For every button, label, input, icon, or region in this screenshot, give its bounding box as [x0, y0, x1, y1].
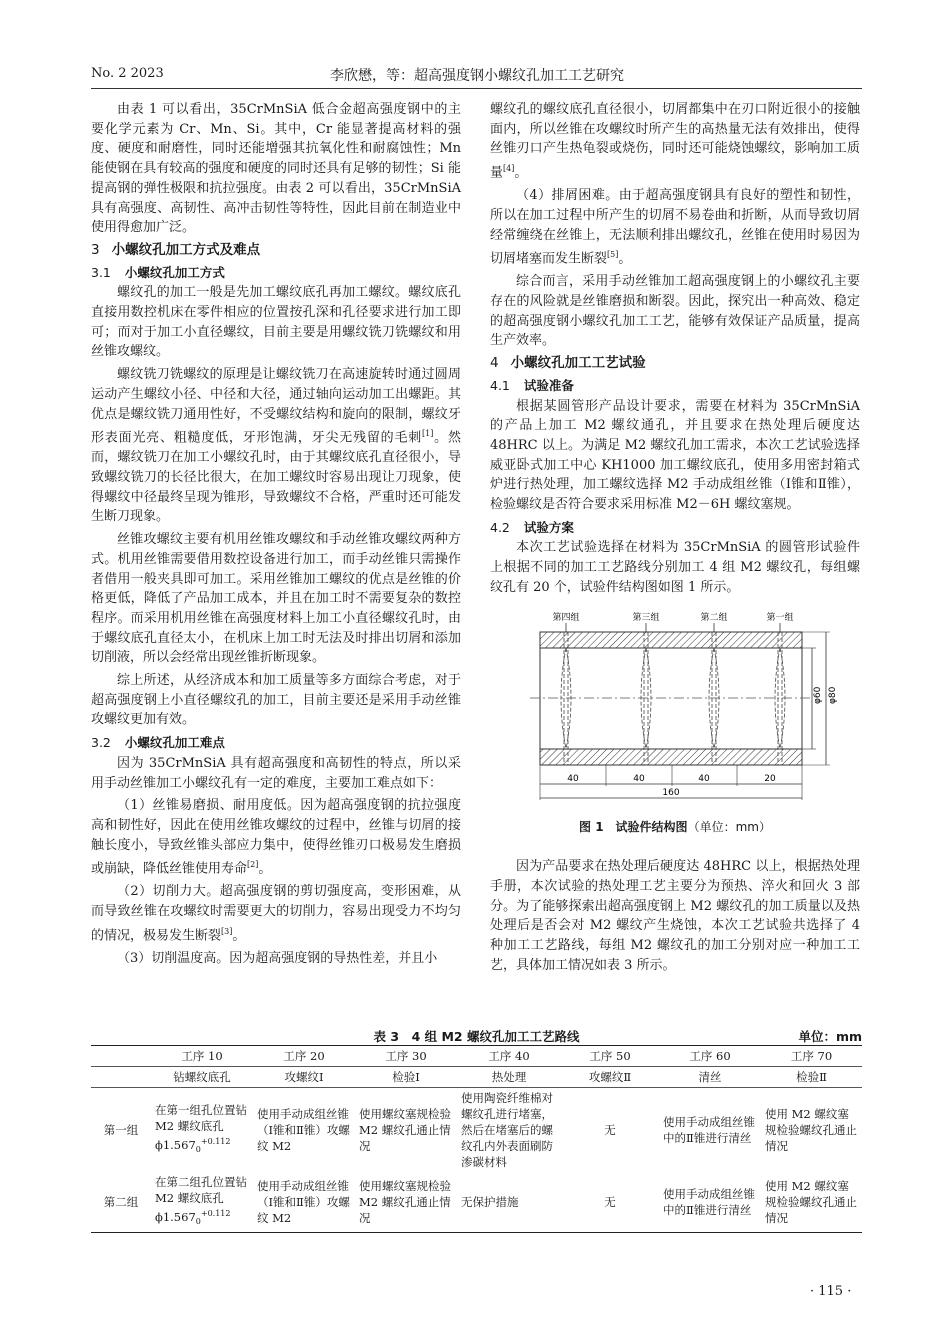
- dim-40-a: 40: [567, 773, 579, 784]
- paragraph: （3）切削温度高。因为超高强度钢的导热性差，并且小: [117, 950, 438, 966]
- group-label-1: 第一组: [766, 612, 794, 623]
- section-4-1-heading: 4.1 试验准备: [490, 377, 574, 393]
- left-column: [91, 100, 461, 972]
- citation[interactable]: [5]: [607, 250, 619, 260]
- paragraph: 因为产品要求在热处理后硬度达 48HRC 以上，根据热处理手册，本次试验的热处理工艺主要分为预热、淬火和回火 3 部分。为了能够探索出超高强度钢上 M2 螺纹孔的加工质量以及热处理后是否会对 M2 螺纹产生烧蚀，本次工艺试验共选择了 4 种加工工艺路线，每组 M2 螺纹孔的加工分别对应一种加工工艺，具体加工情况如表 3 所示。: [490, 859, 860, 973]
- table-header-cell: 工序 30: [355, 1046, 457, 1067]
- table-cell: 使用 M2 螺纹塞规检验螺纹孔通止情况: [761, 1172, 862, 1233]
- dim-40-c: 40: [698, 773, 710, 784]
- dim-20: 20: [764, 773, 776, 784]
- table-header-cell: 检验Ⅱ: [761, 1067, 862, 1088]
- paragraph: 综合而言，采用手动丝锥加工超高强度钢上的小螺纹孔主要存在的风险就是丝锥磨损和断裂。因此，探究出一种高效、稳定的超高强度钢小螺纹孔加工工艺，能够有效保证产品质量，提高生产效率。: [490, 274, 860, 349]
- table-header-row: [91, 1046, 862, 1067]
- table-header-cell: 热处理: [457, 1067, 561, 1088]
- header-rule: [91, 88, 862, 89]
- table-header-cell: 工序 10: [151, 1046, 253, 1067]
- outer-diameter-label: φ80: [828, 686, 838, 704]
- table-cell: 使用陶瓷纤维棉对螺纹孔进行堵塞，然后在堵塞后的螺纹孔内外表面刷防渗碳材料: [461, 1091, 553, 1169]
- table-cell: 在第二组孔位置钻 M2 螺纹底孔 $\phi 1.567_0^{+0.112}$: [151, 1172, 253, 1233]
- table-header-cell: [91, 1046, 151, 1067]
- table-header-cell: 工序 70: [761, 1046, 862, 1067]
- paragraph: 综上所述，从经济成本和加工质量等多方面综合考虑，对于超高强度钢上小直径螺纹孔的加工，目前主要还是采用手动丝锥攻螺纹更加有效。: [91, 673, 461, 728]
- group-label-3: 第三组: [632, 612, 660, 623]
- table-header-cell: 工序 20: [253, 1046, 355, 1067]
- table-3-title: 表 3 4 组 M2 螺纹孔加工工艺路线: [373, 1029, 580, 1044]
- table-header-cell: [91, 1067, 151, 1088]
- paragraph: 丝锥攻螺纹主要有机用丝锥攻螺纹和手动丝锥攻螺纹两种方式。机用丝锥需要借用数控设备进行加工，而手动丝锥只需操作者借用一般夹具即可加工。采用丝锥加工螺纹的优点是丝锥的价格更低，降低了产品加工成本，并且在加工时不需要复杂的数控程序。而采用机用丝锥在高强度材料上加工小直径螺纹孔时，由于螺纹底孔直径太小，在机床上加工时无法及时排出切屑和添加切削液，所以会经常出现丝锥折断现象。: [91, 532, 461, 666]
- table-header-cell: 工序 60: [659, 1046, 761, 1067]
- paragraph: 根据某圆管形产品设计要求，需要在材料为 35CrMnSiA 的产品上加工 M2 螺纹通孔，并且要求在热处理后硬度达 48HRC 以上。为满足 M2 螺纹孔加工需求，本次工艺试验选择威亚卧式加工中心 KH1000 加工螺纹底孔，使用多用密封箱式炉进行热处理，加工螺纹选择 M2 手动成组丝锥（Ⅰ锥和Ⅱ锥），检验螺纹是否符合要求采用标准 M2－6H 螺纹塞规。: [490, 398, 860, 513]
- table-cell: 使用螺纹塞规检验 M2 螺纹孔通止情况: [355, 1172, 457, 1233]
- page-number: · 115 ·: [810, 1284, 852, 1299]
- paragraph: （4）排屑困难。由于超高强度钢具有良好的塑性和韧性，所以在加工过程中所产生的切屑不易卷曲和折断，从而导致切屑经常缠绕在丝锥上，无法顺利排出螺纹孔，丝锥在使用时易因为切屑堵塞而发生断裂[5]。: [490, 188, 860, 267]
- citation[interactable]: [4]: [503, 164, 515, 174]
- table-header-cell: 检验Ⅰ: [355, 1067, 457, 1088]
- running-title: 李欣懋，等：超高强度钢小螺纹孔加工工艺研究: [330, 68, 624, 84]
- section-4-heading: 4 小螺纹孔加工工艺试验: [490, 355, 646, 372]
- table-header-cell: 清丝: [659, 1067, 761, 1088]
- table-cell: 无: [561, 1172, 659, 1233]
- table-cell: 在第一组孔位置钻 M2 螺纹底孔 $\phi 1.567_0^{+0.112}$: [155, 1102, 247, 1155]
- table-header-cell: 工序 40: [457, 1046, 561, 1067]
- row-header: 第二组: [91, 1172, 151, 1233]
- table-row: [91, 1172, 862, 1233]
- section-3-heading: 3 小螺纹孔加工方式及难点: [91, 241, 261, 258]
- table-cell: 使用 M2 螺纹塞规检验螺纹孔通止情况: [765, 1107, 857, 1153]
- paragraph: 因为 35CrMnSiA 具有超高强度和高韧性的特点，所以采用手动丝锥加工小螺纹孔有一定的难度，主要加工难点如下：: [91, 755, 461, 791]
- dim-total: 160: [662, 787, 680, 798]
- dim-40-b: 40: [633, 773, 645, 784]
- row-header: 第一组: [103, 1123, 139, 1137]
- paragraph: 本次工艺试验选择在材料为 35CrMnSiA 的圆管形试验件上根据不同的加工工艺路线分别加工 4 组 M2 螺纹孔，每组螺纹孔有 20 个，试验件结构图如图 1 所示。: [490, 540, 860, 595]
- table-cell: 使用手动成组丝锥（Ⅰ锥和Ⅱ锥）攻螺纹 M2: [257, 1107, 350, 1153]
- citation[interactable]: [2]: [247, 860, 259, 870]
- table-header-cell: 工序 50: [561, 1046, 659, 1067]
- group-label-4: 第四组: [552, 612, 580, 623]
- table-3: [91, 1045, 862, 1233]
- paragraph: 螺纹孔的螺纹底孔直径很小，切屑都集中在刃口附近很小的接触面内，所以丝锥在攻螺纹时所产生的高热量无法有效排出，使得丝锥刃口产生热龟裂或烧伤，同时还可能烧蚀螺纹，影响加工质量[4]。: [490, 102, 860, 181]
- table-cell: 无: [604, 1123, 616, 1137]
- table-cell: 无保护措施: [457, 1172, 561, 1233]
- table-3-unit: 单位：mm: [798, 1029, 862, 1044]
- table-header-cell: 攻螺纹Ⅱ: [561, 1067, 659, 1088]
- table-row: [91, 1088, 862, 1173]
- figure-1-drawing: [490, 604, 860, 814]
- figure-1-caption: 图 1 试验件结构图（单位：mm）: [579, 819, 771, 834]
- paragraph: 由表 1 可以看出，35CrMnSiA 低合金超高强度钢中的主要化学元素为 Cr、Mn、Si。其中，Cr 能显著提高材料的强度、硬度和耐磨性，同时还能增强其抗氧化性和耐腐蚀性；Mn 能使钢在具有较高的强度和硬度的同时还具有足够的韧性；Si 能提高钢的弹性极限和抗拉强度。由表 2 可以看出，35CrMnSiA 具有高强度、高韧性、高冲击韧性等特性，因此目前在制造业中使用得愈加广泛。: [91, 102, 461, 236]
- table-header-cell: 攻螺纹Ⅰ: [253, 1067, 355, 1088]
- group-label-2: 第二组: [700, 612, 728, 623]
- section-3-2-heading: 3.2 小螺纹孔加工难点: [91, 735, 225, 751]
- paragraph: 螺纹铣刀铣螺纹的原理是让螺纹铣刀在高速旋转时通过圆周运动产生螺纹小径、中径和大径，通过轴向运动加工出螺距。其优点是螺纹铣刀通用性好，不受螺纹结构和旋向的限制，螺纹牙形表面光亮、粗糙度低，牙形饱满，牙尖无残留的毛刺[1]。然而，螺纹铣刀在加工小螺纹孔时，由于其螺纹底孔直径很小，导致螺纹铣刀的长径比很大，在加工螺纹时容易出现让刀现象，使得螺纹中径最终呈现为锥形，导致螺纹不合格，严重时还可能发生断刀现象。: [91, 367, 461, 525]
- paragraph: 螺纹孔的加工一般是先加工螺纹底孔再加工螺纹。螺纹底孔直接用数控机床在零件相应的位置按孔深和孔径要求进行加工即可；而对于加工小直径螺纹，目前主要是用螺纹铣刀铣螺纹和用丝锥攻螺纹。: [91, 285, 461, 360]
- inner-diameter-label: φ60: [813, 686, 823, 704]
- test-piece-diagram: [490, 604, 860, 814]
- journal-issue: No. 2 2023: [91, 66, 164, 81]
- table-cell: 使用手动成组丝锥中的Ⅱ锥进行清丝: [663, 1115, 755, 1145]
- table-cell: 使用螺纹塞规检验 M2 螺纹孔通止情况: [359, 1107, 451, 1153]
- table-subheader-row: [91, 1067, 862, 1088]
- citation[interactable]: [3]: [221, 926, 233, 936]
- table-header-cell: 钻螺纹底孔: [151, 1067, 253, 1088]
- paragraph: （1）丝锥易磨损、耐用度低。因为超高强度钢的抗拉强度高和韧性好，因此在使用丝锥攻螺纹的过程中，丝锥与切屑的接触长度小，导致丝锥头部应力集中，使得丝锥刃口极易发生磨损或崩缺，降低丝锥使用寿命[2]。: [91, 798, 461, 877]
- citation[interactable]: [1]: [422, 429, 434, 439]
- right-column: [490, 100, 860, 978]
- paragraph: （2）切削力大。超高强度钢的剪切强度高，变形困难，从而导致丝锥在攻螺纹时需要更大的切削力，容易出现受力不均匀的情况，极易发生断裂[3]。: [91, 884, 461, 944]
- section-3-1-heading: 3.1 小螺纹孔加工方式: [91, 264, 225, 280]
- section-4-2-heading: 4.2 试验方案: [490, 519, 574, 535]
- table-cell: 使用手动成组丝锥中的Ⅱ锥进行清丝: [659, 1172, 761, 1233]
- table-cell: 使用手动成组丝锥（Ⅰ锥和Ⅱ锥）攻螺纹 M2: [253, 1172, 355, 1233]
